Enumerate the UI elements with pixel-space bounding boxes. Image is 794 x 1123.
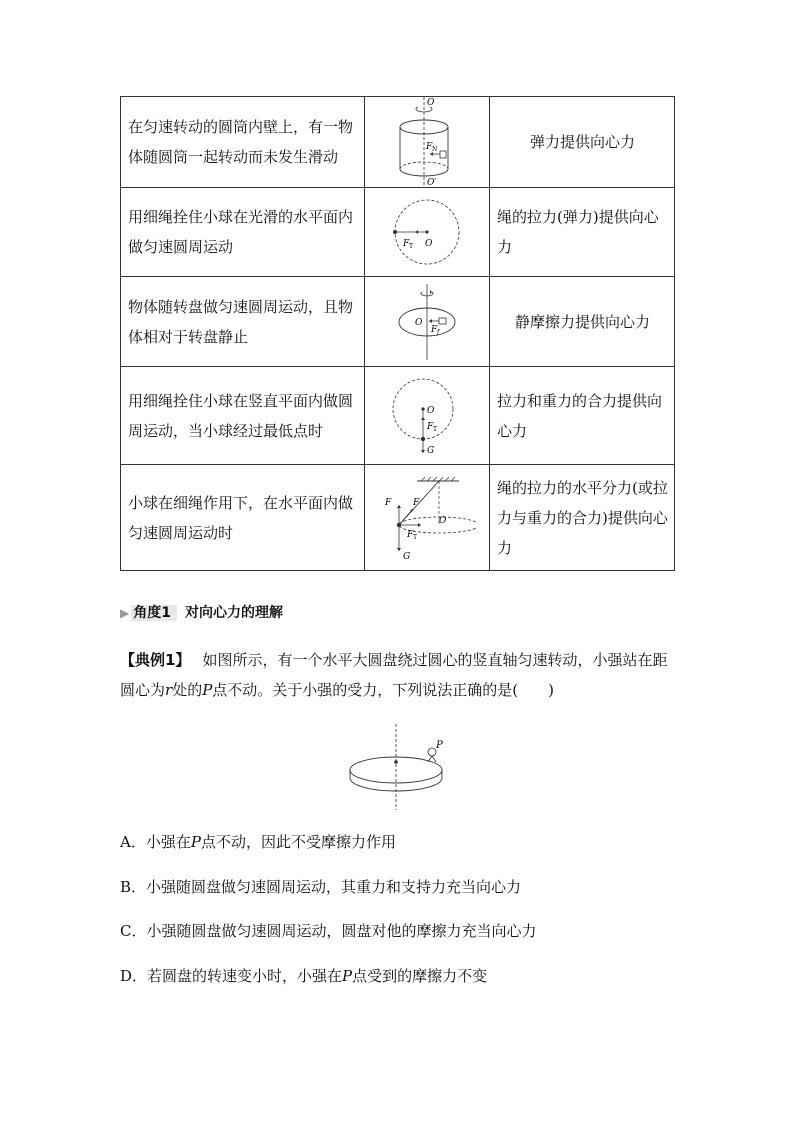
figure-label: P — [436, 740, 443, 751]
force-cell: 拉力和重力的合力提供向心力 — [490, 367, 675, 465]
force-cell: 弹力提供向心力 — [490, 97, 675, 188]
diagram-label: F — [407, 529, 414, 540]
horizontal-circle-diagram — [387, 192, 467, 272]
option-a: A．小强在P点不动，因此不受摩擦力作用 — [120, 833, 396, 851]
diagram-label: T — [433, 425, 438, 433]
diagram-label: O — [425, 239, 433, 249]
diagram-label: O — [427, 98, 435, 108]
situation-cell: 小球在细绳作用下，在水平面内做匀速圆周运动时 — [121, 465, 365, 571]
diagram-label: F — [413, 497, 420, 508]
diagram-label: O — [427, 405, 435, 416]
situation-cell: 用细绳拴住小球在竖直平面内做圆周运动，当小球经过最低点时 — [121, 367, 365, 465]
diagram-label: G — [427, 445, 435, 456]
diagram-label: T — [413, 533, 418, 541]
diagram-cell — [365, 367, 490, 465]
diagram-label: O′ — [427, 178, 437, 187]
option-b: B．小强随圆盘做匀速圆周运动，其重力和支持力充当向心力 — [120, 878, 522, 896]
cylinder-diagram — [392, 97, 462, 187]
force-cell: 绳的拉力(弹力)提供向心力 — [490, 188, 675, 277]
diagram-label: G — [403, 551, 411, 561]
triangle-icon: ▶ — [120, 606, 130, 620]
table-row — [121, 367, 675, 465]
conical-pendulum-diagram — [377, 475, 477, 561]
diagram-cell — [365, 277, 490, 367]
table-row — [121, 465, 675, 571]
table-row — [121, 188, 675, 277]
diagram-cell — [365, 465, 490, 571]
force-table — [120, 96, 675, 571]
diagram-label: F — [427, 421, 434, 432]
diagram-label: F — [431, 324, 438, 335]
option-c: C．小强随圆盘做匀速圆周运动，圆盘对他的摩擦力充当向心力 — [120, 922, 537, 940]
diagram-label: F — [385, 497, 392, 508]
diagram-label: O — [415, 317, 423, 328]
diagram-cell — [365, 97, 490, 188]
diagram-label: F — [426, 142, 433, 152]
diagram-label: N — [432, 146, 438, 153]
table-row — [121, 277, 675, 367]
turntable-diagram — [387, 282, 467, 362]
vertical-circle-diagram — [387, 373, 467, 459]
diagram-label: f — [437, 328, 440, 336]
angle-label: 角度1 — [131, 605, 177, 621]
example-question: 【典例1】 如图所示，有一个水平大圆盘绕过圆心的竖直轴匀速转动，小强站在距圆心为r处的P点不动。关于小强的受力，下列说法正确的是( ) — [120, 651, 668, 699]
situation-cell: 在匀速转动的圆筒内壁上，有一物体随圆筒一起转动而未发生滑动 — [121, 97, 365, 188]
table-row — [121, 97, 675, 188]
force-cell: 绳的拉力的水平分力(或拉力与重力的合力)提供向心力 — [490, 465, 675, 571]
example-tag: 【典例1】 — [120, 651, 191, 669]
situation-cell: 用细绳拴住小球在光滑的水平面内做匀速圆周运动 — [121, 188, 365, 277]
angle-title: 对向心力的理解 — [184, 605, 283, 621]
force-cell: 静摩擦力提供向心力 — [490, 277, 675, 367]
diagram-label: T — [409, 243, 414, 250]
disk-figure — [340, 722, 460, 812]
option-d: D．若圆盘的转速变小时，小强在P点受到的摩擦力不变 — [120, 967, 488, 985]
diagram-cell — [365, 188, 490, 277]
diagram-label: F — [403, 239, 410, 249]
diagram-label: O — [439, 515, 447, 526]
situation-cell: 物体随转盘做匀速圆周运动，且物体相对于转盘静止 — [121, 277, 365, 367]
section-heading — [120, 603, 283, 623]
